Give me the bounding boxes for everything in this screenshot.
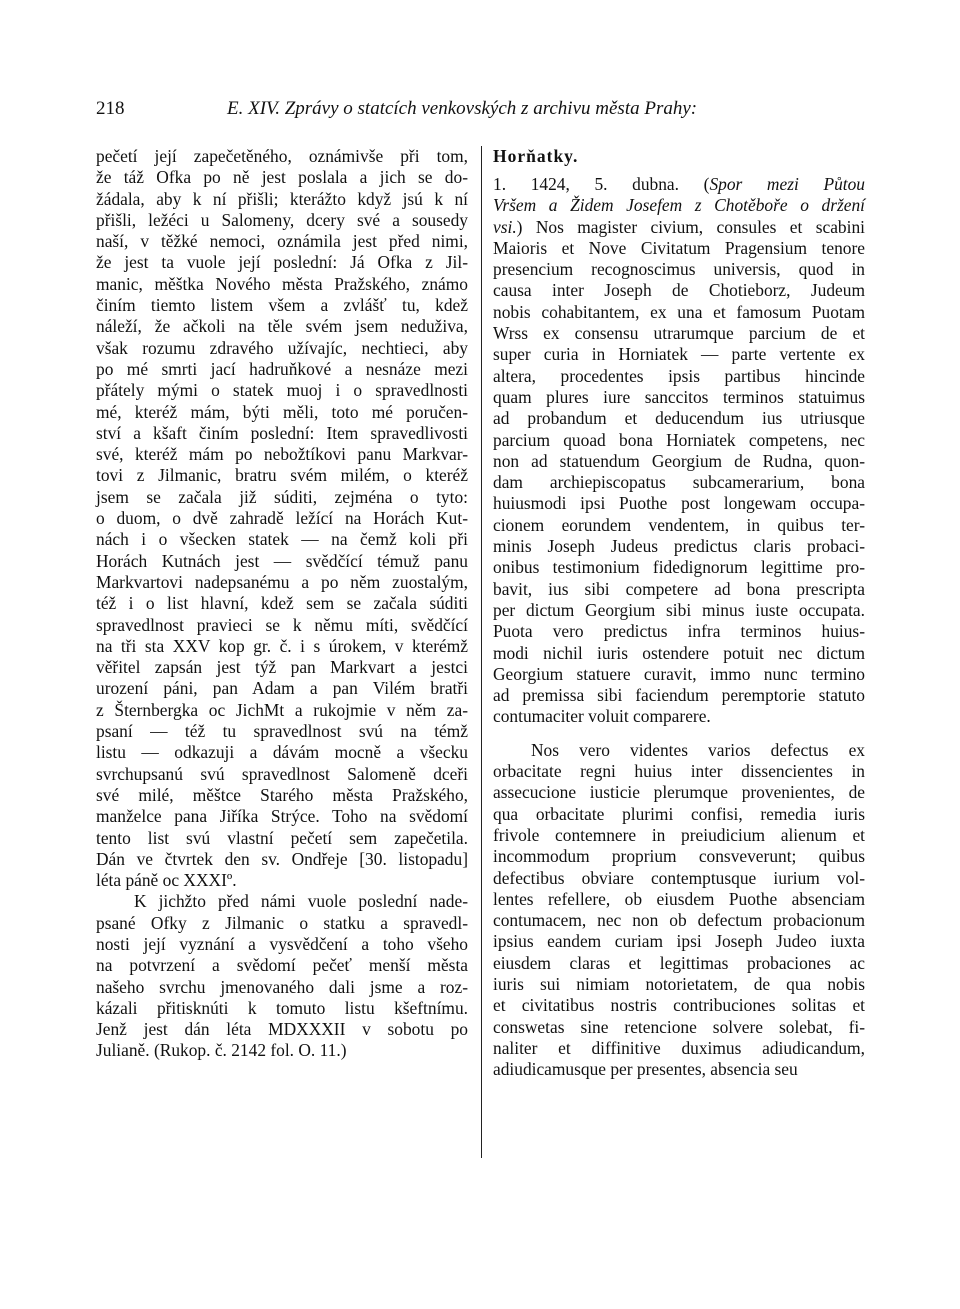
entry-heading-italic-3: vsi. — [493, 216, 517, 237]
text-line: naší, v těžké nemoci, oznámila jest před nimi, — [96, 231, 468, 252]
text-line: huiusmodi ipsi Puothe post longewam occupa- — [493, 493, 865, 514]
text-line: onibus testimonium fidedignorum legittime pro- — [493, 557, 865, 578]
text-line: modi nichil iuris ostendere potuit nec dictum — [493, 642, 865, 663]
text-line: z Šternbergka oc JichMt a rukojmie v něm za- — [96, 699, 468, 720]
text-line: naliter et diffinitive duximus adiudicandum, — [493, 1037, 865, 1058]
text-line: ad probandum et deducendum ius utriusque — [493, 408, 865, 429]
text-line: mé, kteréž mám, býti měli, toto mé poručen- — [96, 401, 468, 422]
text-line: Puota vero predictus infra terminos huius- — [493, 621, 865, 642]
entry-heading-line-1 — [493, 174, 865, 195]
text-line: nosti její vyznání a vysvědčení a toho všeho — [96, 933, 468, 954]
text-line: Nos vero videntes varios defectus ex — [531, 739, 865, 760]
text-line: Wrss ex consensu utrarumque parcium de et — [493, 323, 865, 344]
text-line: věřitel zapsán jest týž pan Markvart a jestci — [96, 657, 468, 678]
text-line: et civitatibus nostris contribuciones solitas et — [493, 995, 865, 1016]
text-line: per dictum Georgium sibi minus iuste occupata. — [493, 599, 865, 620]
entry-heading-plain-1: 1. 1424, 5. dubna. ( — [493, 174, 710, 194]
text-line: že táž Ofka po ně jest poslala a jich se do- — [96, 167, 468, 188]
text-line: tento list svú vlastní pečetí sem zapečetila. — [96, 827, 468, 848]
text-line: jsem se začala již súditi, zejména o tyto: — [96, 486, 468, 507]
text-line: o duom, o dvě zahradě ležící na Horách Kut- — [96, 508, 468, 529]
section-title: Horňatky. — [493, 146, 579, 166]
entry-heading-line-3 — [493, 217, 865, 238]
text-line: přátely mými o statek muoj i o spravedlnosti — [96, 380, 468, 401]
text-line: že jest ta vuole její poslední: Já Ofka z Jil- — [96, 252, 468, 273]
text-line: nách i o všecken statek — na čemž koli při — [96, 529, 468, 550]
text-line: Jenž jest dán léta MDXXXII v sobotu po — [96, 1019, 468, 1040]
text-line: urození páni, pan Adam a pan Vilém bratři — [96, 678, 468, 699]
text-line: Maioris et Nove Civitatum Pragensium tenore — [493, 237, 865, 258]
text-line: altera, procedentes ipsis partibus hincinde — [493, 365, 865, 386]
text-line: cionem eorundem vendentem, in quibus ter- — [493, 514, 865, 535]
text-line: quam plures iure sanccitos terminos statuimus — [493, 386, 865, 407]
text-line: léta páně oc XXXIº. — [96, 870, 237, 891]
page-header — [96, 98, 866, 128]
text-line: iuris sui nimiam notorietatem, de qua nobis — [493, 973, 865, 994]
column-divider — [481, 146, 482, 1158]
text-line: Georgium statuere curavit, immo nunc termino — [493, 663, 865, 684]
text-line: causa inter Joseph de Chotieborz, Judeum — [493, 280, 865, 301]
text-line: eiusdem claras et legittimas probaciones ac — [493, 952, 865, 973]
text-line: Julianě. (Rukop. č. 2142 fol. O. 11.) — [96, 1040, 347, 1061]
text-line: své milé, měštce Starého města Pražského, — [96, 784, 468, 805]
text-line: žádala, aby k ní přišli; kterážto když jsú k ní — [96, 188, 468, 209]
text-line: ad premissa sibi faciendum peremptorie statuto — [493, 685, 865, 706]
text-line: ipsius eandem curiam ipsi Joseph Judeo iuxta — [493, 931, 865, 952]
right-paragraph-2 — [493, 740, 865, 1081]
left-column — [96, 146, 468, 1062]
text-line: Horách Kutnách jest — svědčící témuž panu — [96, 550, 468, 571]
text-line: super curia in Horniatek — parte vertente ex — [493, 344, 865, 365]
text-line: ství a kšaft činím poslední: Item spravedlivosti — [96, 422, 468, 443]
right-column — [493, 146, 865, 1080]
text-line: parcium quoad bona Horniatek competens, nec — [493, 429, 865, 450]
text-line: své, kteréž mám po nebožtíkovi panu Markvar- — [96, 444, 468, 465]
text-line: bavit, ius sibi competere ad bona prescripta — [493, 578, 865, 599]
text-line: qua orbacitate plurimi confisi, remedia iuris — [493, 803, 865, 824]
text-line: defectibus obviare contemptusque iurium vol- — [493, 867, 865, 888]
text-line: assecucione iusticie plerumque provenientes, de — [493, 782, 865, 803]
left-paragraph-2 — [96, 891, 468, 1061]
text-line: přišli, ležéci u Salomeny, dcery své a sousedy — [96, 209, 468, 230]
entry-heading-italic-1: Spor mezi Půtou — [709, 174, 865, 194]
text-line: non ad statuendum Georgium de Rudna, quon- — [493, 450, 865, 471]
text-line: Markvartovi nadepsanému a po něm zuostalým, — [96, 571, 468, 592]
text-line: minis Joseph Judeus predictus claris probaci- — [493, 536, 865, 557]
left-paragraph-1 — [96, 146, 468, 891]
text-line: adiudicamusque per presentes, absencia seu — [493, 1059, 798, 1080]
entry-heading-plain-3: ) Nos magister civium, consules et scabini — [516, 216, 865, 237]
running-head: E. XIV. Zprávy o statcích venkovských z archivu města Prahy: — [227, 98, 698, 119]
text-line: manželce pana Jiříka Strýce. Toho na svědomí — [96, 806, 468, 827]
text-line: nobis cohabitantem, ex una et famosum Puotam — [493, 301, 865, 322]
text-line: spravedlnost pravieci se k němu míti, svědčící — [96, 614, 468, 635]
text-line: našeho svrchu jmenovaného dali jsme a roz- — [96, 976, 468, 997]
text-line: incommodum proprium consveverunt; quibus — [493, 846, 865, 867]
text-line: contumacem, nec non ob defectum probacionum — [493, 910, 865, 931]
text-line: svrchupsanú svú spravedlnost Salomeně dceři — [96, 763, 468, 784]
text-line: K jichžto před námi vuole poslední nade- — [134, 891, 468, 912]
text-line: presencium recognoscimus universis, quod in — [493, 259, 865, 280]
paragraph-gap — [493, 728, 865, 740]
text-line: po mé smrti jací hadruňkové a nesnáze mezi — [96, 358, 468, 379]
text-line: kázali přitisknúti k tomuto listu kšeftnímu. — [96, 997, 468, 1018]
text-line: orbacitate regni huius inter dissencientes in — [493, 761, 865, 782]
text-line: Dán ve čtvrtek den sv. Ondřeje [30. listopadu] — [96, 848, 468, 869]
text-line: frivole contemnere in preiudicium alienum et — [493, 824, 865, 845]
text-line: pečetí její zapečetěného, oznámivše při tom, — [96, 146, 468, 166]
page-number: 218 — [96, 98, 125, 119]
right-paragraph-1 — [493, 238, 865, 728]
text-line: dam archiepiscopatus subcamerarium, bona — [493, 472, 865, 493]
text-line: však rozumu zdravého užívajíc, nechtieci, aby — [96, 337, 468, 358]
entry-heading-line-2 — [493, 195, 865, 216]
text-line: tovi z Jilmanic, bratru svém milém, o kteréž — [96, 465, 468, 486]
text-line: psané Ofky z Jilmanic o statku a spravedl- — [96, 912, 468, 933]
text-line: též i o list hlavní, kdež sem se začala súditi — [96, 593, 468, 614]
text-line: psaní — též tu spravedlnost svú na témž — [96, 721, 468, 742]
text-line: činím tiemto listem všem a zvlášť tu, kdež — [96, 295, 468, 316]
text-line: manic, měštka Nového města Pražského, známo — [96, 273, 468, 294]
text-line: na tři sta XXV kop gr. č. i s úrokem, v kterémž — [96, 635, 468, 656]
entry-heading-italic-2: Vršem a Židem Josefem z Chotěboře o držení — [493, 195, 865, 216]
text-line: náleží, že ačkoli na těle svém jsem neduživa, — [96, 316, 468, 337]
text-line: listu — odkazuji a dávám mocně a všecku — [96, 742, 468, 763]
text-line: na potvrzení a svědomí pečeť menší města — [96, 955, 468, 976]
text-line: conswetas sine retencione solvere solebat, fi- — [493, 1016, 865, 1037]
text-line: lentes refellere, ob eiusdem Puothe absenciam — [493, 888, 865, 909]
text-line: contumaciter voluit comparere. — [493, 706, 711, 727]
